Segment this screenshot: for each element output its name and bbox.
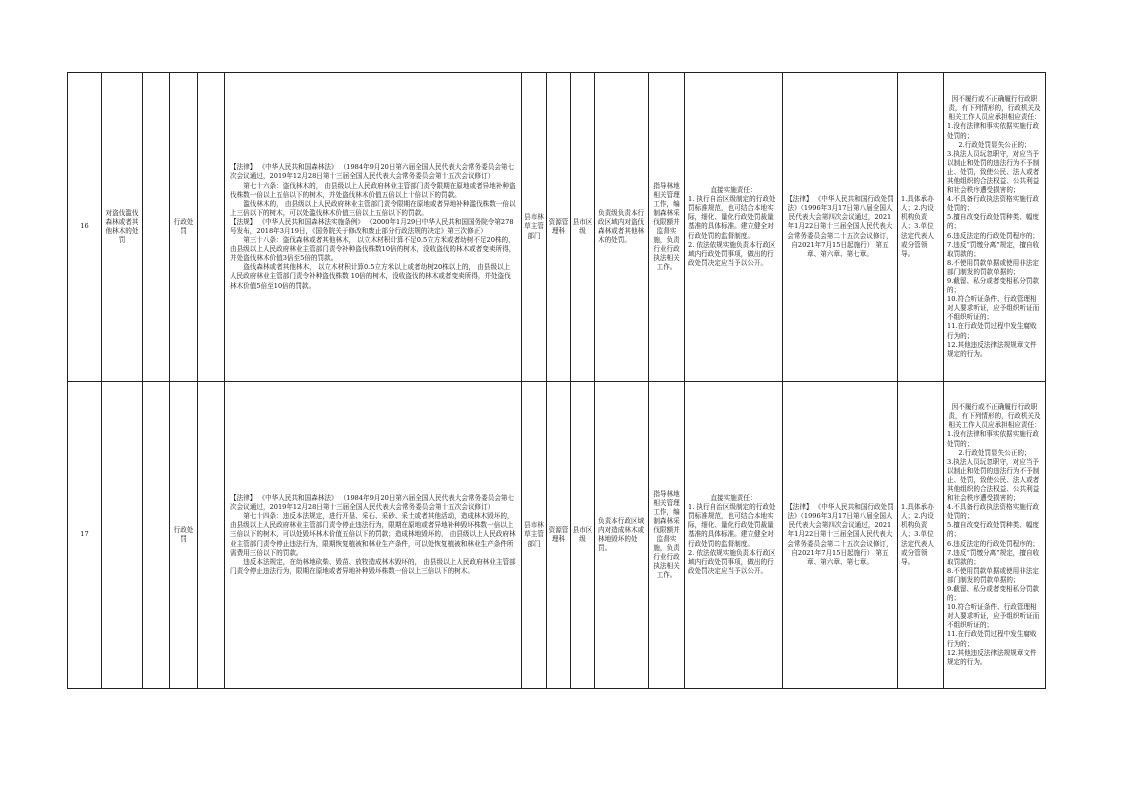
duty-line: 7.违反“罚缴分离”规定，擅自收取罚款的； <box>947 548 1040 566</box>
implementing-subject: 县市林草主管部门 <box>522 382 547 689</box>
basis-paragraph: 盗伐森林或者其他林木， 以立木材积计算0.5立方米以上或者幼树20株以上的， 由县级以上人民政府林业主管部门责令补种盗伐株数 10倍的树木，没收盗伐的林木或者变卖所得，并处盗伐林木价值5倍至10倍的罚款。 <box>230 263 511 290</box>
item-name <box>102 382 143 689</box>
duty-line: 6.违反法定的行政处罚程序的； <box>947 231 1040 240</box>
duty-line: 2.行政处罚显失公正的； <box>958 448 1031 457</box>
duty-line: 1.没有法律和事实依据实施行政处罚的； <box>947 122 1040 140</box>
table-row <box>68 73 1046 382</box>
duty-line: 11.在行政处罚过程中发生腐败行为的； <box>947 630 1037 648</box>
sub-item <box>143 382 170 689</box>
implementing-subject: 县市林草主管部门 <box>522 73 547 382</box>
level-responsibility: 负责本行政区域内对造成林木或林地毁坏的处罚。 <box>595 382 649 689</box>
row-number: 17 <box>68 382 102 689</box>
duty-line: 8.不使用罚款单据或使用非法定部门制发的罚款单据的； <box>947 566 1040 584</box>
basis-paragraph: 【法律】 《中华人民共和国森林法》 （1984年9月20日第六届全国人民代表大会常务委员会第七次会议通过，2019年12月28日第十三届全国人民代表大会常务委员会第十五次会议修订） <box>230 494 515 512</box>
duty-line: 因不履行或不正确履行行政职责，有下列情形的，行政机关及相关工作人员应承担相应责任： <box>948 403 1041 430</box>
duty-line: 3.执法人员玩忽职守，对应当予以制止和处罚的违法行为不予制止、处罚，致使公民、法人或者其他组织的合法权益、公共利益和社会秩序遭受损害的； <box>947 149 1040 195</box>
accountability-cases <box>944 73 1046 382</box>
duty-line: 11.在行政处罚过程中发生腐败行为的； <box>947 322 1037 340</box>
implementation-responsibility <box>685 73 783 382</box>
basis-paragraph: 【法律】 《中华人民共和国森林法》 （1984年9月20日第六届全国人民代表大会常务委员会第七次会议通过，2019年12月28日第十三届全国人民代表大会常务委员会第十五次会议修订） <box>230 163 515 181</box>
basis-paragraph: 滥伐林木的， 由县级以上人民政府林业主管部门责令限期在原地或者异地补种滥伐株数一倍以上三倍以下的树木，可以处滥伐林木价值三倍以上五倍以下的罚款。 <box>230 199 516 217</box>
impl-line: 直接实施责任： <box>710 186 757 195</box>
duty-line: 因不履行或不正确履行行政职责，有下列情形的，行政机关及相关工作人员应承担相应责任： <box>948 95 1041 122</box>
impl-line: 2. 依法依规实施负责本行政区域内行政处罚事项，做出的行政处罚决定应当予以公开。 <box>688 548 776 575</box>
accountability-law: 【法律】 《中华人民共和国行政处罚法》（1996年3月17日第八届全国人民代表大会第四次会议通过，2021年1月22日第十三届全国人民代表大会常务委员会第二十五次会议修订， 自2021年7月15日起施行） 第五章、第六章、第七章。 <box>783 382 898 689</box>
basis-paragraph: 第七十四条：违反本法规定，进行开垦、采石、采砂、采土或者其他活动，造成林木毁坏的，由县级以上人民政府林业主管部门责令停止违法行为，限期在原地或者异地补种毁坏株数一倍以上三倍以下的树木，可以处毁坏林木价值五倍以下的罚款；造成林地毁坏的， 由县级以上人民政府林业主管部门责令停止违法行为，限期恢复植被和林业生产条件，可以处恢复植被和林业生产条件所需费用三倍以下的罚款。 <box>230 512 516 557</box>
sub-item <box>143 73 170 382</box>
table-row <box>68 382 1046 689</box>
duty-line: 10.符合听证条件、行政管理相对人要求听证，应予组织听证而不组织听证的； <box>947 603 1040 630</box>
duty-line: 6.违反法定的行政处罚程序的； <box>947 539 1040 548</box>
power-type: 行政处罚 <box>170 73 198 382</box>
guidance-responsibility: 指导林地相关管理工作，编制森林采伐限额并监督实施，负责行业行政执法相关工作。 <box>649 382 685 689</box>
duty-line: 7.违反“罚缴分离”规定，擅自收取罚款的； <box>947 240 1040 258</box>
duty-line: 12.其他违反法律法规规章文件规定的行为。 <box>947 648 1037 666</box>
accountability-cases <box>944 382 1046 689</box>
power-type: 行政处罚 <box>170 382 198 689</box>
impl-line: 直接实施责任： <box>710 494 757 503</box>
duty-line: 5.擅自改变行政处罚种类、幅度的； <box>947 521 1040 539</box>
basis-paragraph: 第七十六条：盗伐林木的， 由县级以上人民政府林业主管部门责令限期在原地或者异地补种盗伐株数一倍以上五倍以下的树木，并处盗伐林木价值五倍以上十倍以下的罚款。 <box>230 181 516 199</box>
duty-line: 3.执法人员玩忽职守，对应当予以制止和处罚的违法行为不予制止、处罚，致使公民、法人或者其他组织的合法权益、公共利益和社会秩序遭受损害的； <box>947 457 1040 503</box>
duty-line: 10.符合听证条件、行政管理相对人要求听证，应予组织听证而不组织听证的； <box>947 295 1040 322</box>
item-name: 对盗伐滥伐森林或者其他林木的处罚 <box>102 73 143 382</box>
basis-paragraph: 第三十八条：盗伐森林或者其他林木， 以立木材积计算不足0.5立方米或者幼树不足20株的， 由县级以上人民政府林业主管部门责令补种盗伐株数10倍的树木，没收盗伐的林木或者变卖所得，并处盗伐林木价值3倍至5倍的罚款。 <box>230 236 516 263</box>
blank-cell <box>198 382 225 689</box>
guidance-responsibility: 指导林地相关管理工作，编制森林采伐限额并监督实施，负责行业行政执法相关工作。 <box>649 73 685 382</box>
duty-line: 8.不使用罚款单据或使用非法定部门制发的罚款单据的； <box>947 258 1040 276</box>
row-number: 16 <box>68 73 102 382</box>
basis-paragraph: 违反本法规定，在幼林地砍柴、毁苗、放牧造成林木毁坏的， 由县级以上人民政府林业主管部门责令停止违法行为，限期在原地或者异地补种毁坏株数一倍以上三倍以下的树木。 <box>230 557 516 575</box>
duty-line: 12.其他违反法律法规规章文件规定的行为。 <box>947 340 1037 358</box>
legal-basis <box>225 73 522 382</box>
blank-cell <box>198 73 225 382</box>
basis-paragraph: 【法规】 《中华人民共和国森林法实施条例》 （2000年1月29日中华人民共和国国务院令第278号发布，2018年3月19日，《国务院关于修改和废止部分行政法规的决定》第三次修正） <box>230 217 514 235</box>
duty-line: 9.截留、私分或者变相私分罚款的； <box>947 277 1040 295</box>
duty-line: 2.行政处罚显失公正的； <box>958 140 1031 149</box>
impl-line: 1. 执行自治区级制定的行政处罚标准规范，也可结合本地实际，细化、量化行政处罚裁量基准的具体标准。建立健全对行政处罚的监督制度。 <box>688 503 776 548</box>
duty-line: 4.不具备行政执法资格实施行政处罚的； <box>947 503 1040 521</box>
duty-line: 4.不具备行政执法资格实施行政处罚的； <box>947 195 1040 213</box>
exercise-level: 县市区级 <box>571 73 595 382</box>
exercise-level: 县市区级 <box>571 382 595 689</box>
impl-line: 1. 执行自治区级制定的行政处罚标准规范，也可结合本地实际，细化、量化行政处罚裁量基准的具体标准。建立健全对行政处罚的监督制度。 <box>688 195 776 240</box>
responsible-dept: 资源管理科 <box>547 382 571 689</box>
accountability-law: 【法律】 《中华人民共和国行政处罚法》（1996年3月17日第八届全国人民代表大会第四次会议通过，2021年1月22日第十三届全国人民代表大会常务委员会第二十五次会议修订， 自2021年7月15日起施行） 第五章、第六章、第七章。 <box>783 73 898 382</box>
duty-line: 9.截留、私分或者变相私分罚款的； <box>947 585 1040 603</box>
responsible-persons: 1.具体承办人；2.内设机构负责人；3.单位法定代表人或分管领导。 <box>898 382 944 689</box>
power-list-table <box>67 72 1046 689</box>
implementation-responsibility <box>685 382 783 689</box>
responsible-persons: 1.具体承办人；2.内设机构负责人；3.单位法定代表人或分管领导。 <box>898 73 944 382</box>
level-responsibility: 负责级负责本行政区域内对盗伐森林或者其他林木的处罚。 <box>595 73 649 382</box>
duty-line: 1.没有法律和事实依据实施行政处罚的； <box>947 430 1040 448</box>
legal-basis <box>225 382 522 689</box>
responsible-dept: 资源管理科 <box>547 73 571 382</box>
duty-line: 5.擅自改变行政处罚种类、幅度的； <box>947 213 1040 231</box>
impl-line: 2. 依法依规实施负责本行政区域内行政处罚事项，做出的行政处罚决定应当予以公开。 <box>688 240 776 267</box>
